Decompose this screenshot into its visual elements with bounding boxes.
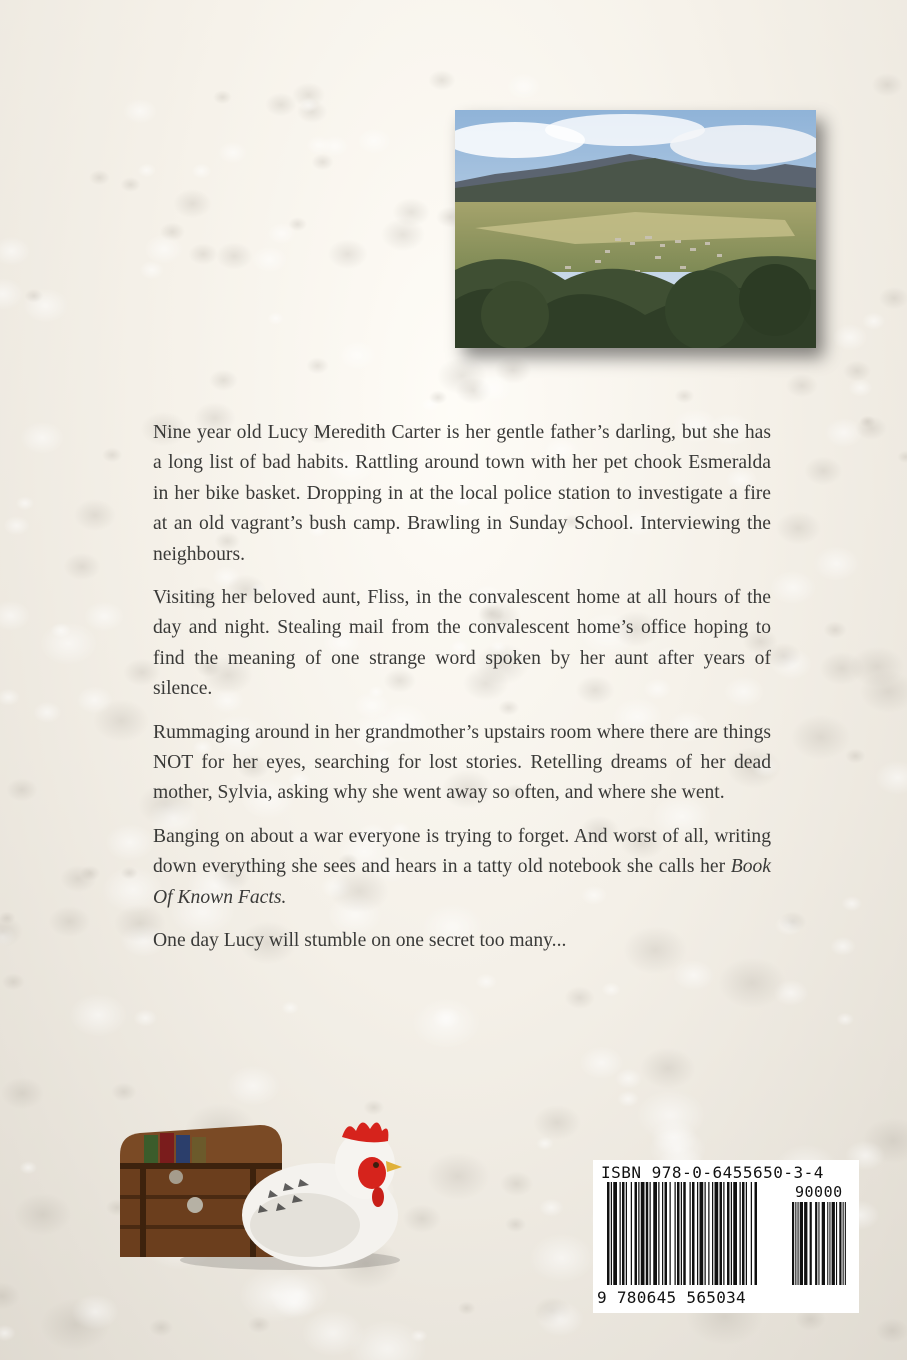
blurb-paragraph: Visiting her beloved aunt, Fliss, in the convalescent home at all hours of the day and night. Stealing mail from the convalescent home’s office hoping to find the meaning of one strange word spoken by her aunt after years of silence. (153, 587, 771, 700)
blurb-paragraph: One day Lucy will stumble on one secret too many... (153, 930, 567, 952)
book-title: Book Of Known Facts. (153, 856, 771, 908)
blurb-paragraph: Rummaging around in her grandmother’s upstairs room where there are things NOT for her eyes, searching for lost stories. Retelling dreams of her dead mother, Sylvia, asking why she went away so often, and where she went. (153, 721, 771, 804)
ean-number: 9 780645 565034 (597, 1288, 746, 1307)
chest-and-chicken-illustration (110, 1095, 410, 1275)
price-code: 90000 (795, 1183, 843, 1201)
barcode-bars (607, 1182, 847, 1287)
blurb-text (153, 418, 771, 970)
blurb-text-run: Banging on about a war everyone is trying to forget. And worst of all, writing down everything she sees and hears in a tatty old notebook she calls her (153, 825, 771, 878)
isbn-barcode (593, 1160, 859, 1313)
blurb-paragraph: Nine year old Lucy Meredith Carter is her gentle father’s darling, but she has a long list of bad habits. Rattling around town with her pet chook Esmeralda in her bike basket. Dropping in at the local police station to investigate a fire at an old vagrant’s bush camp. Brawling in Sunday School. Interviewing the neighbours. (153, 422, 771, 565)
landscape-photo (455, 110, 816, 348)
blurb-paragraph (153, 822, 771, 913)
isbn-label: ISBN 978-0-6455650-3-4 (601, 1163, 824, 1182)
